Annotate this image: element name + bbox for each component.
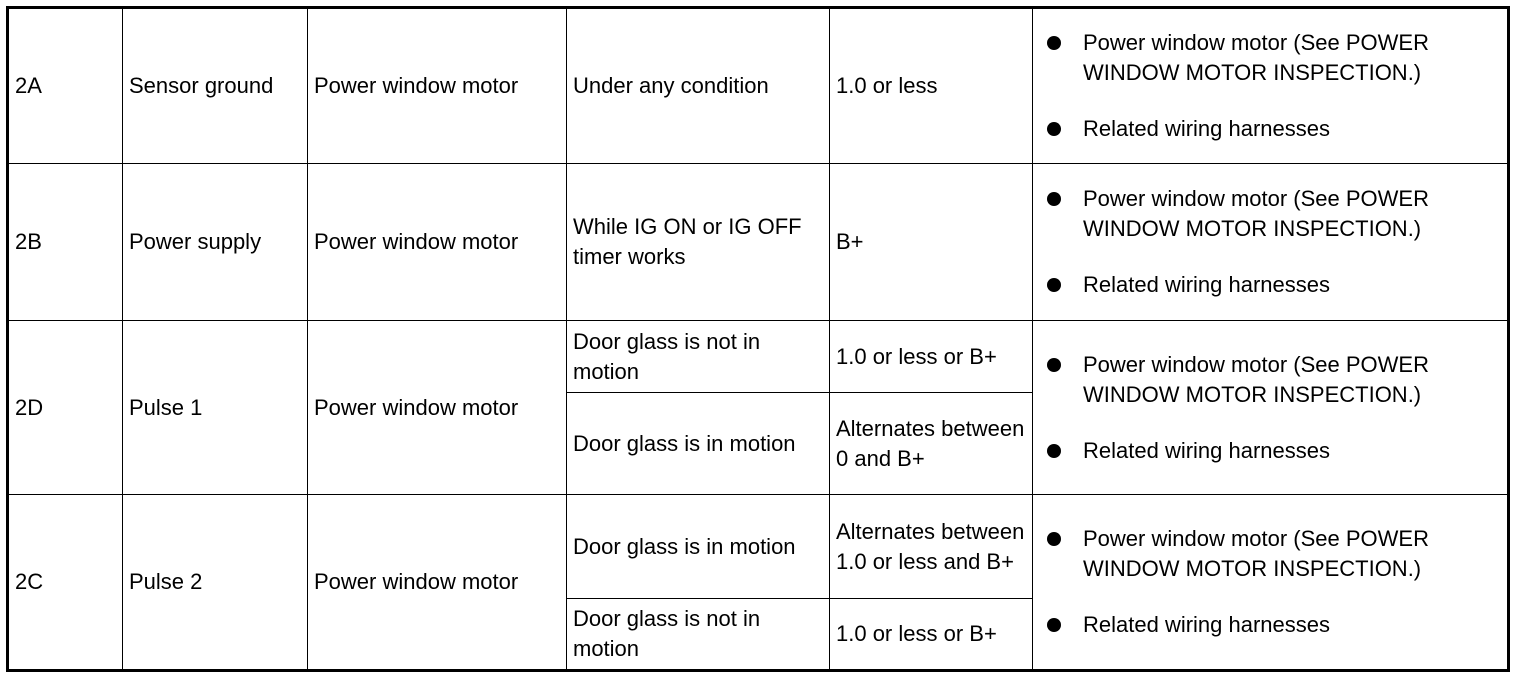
list-item: Power window motor (See POWER WINDOW MOTOR INSPECTION.) bbox=[1083, 350, 1501, 410]
terminal-cell: 2A bbox=[8, 8, 123, 164]
connected-to-cell: Power window motor bbox=[308, 164, 567, 321]
voltage-cell: 1.0 or less or B+ bbox=[830, 321, 1033, 393]
action-cell bbox=[1033, 164, 1509, 321]
connected-to-cell: Power window motor bbox=[308, 8, 567, 164]
condition-cell: Under any condition bbox=[567, 8, 830, 164]
signal-cell: Pulse 2 bbox=[123, 495, 308, 671]
voltage-cell: Alternates between 0 and B+ bbox=[830, 393, 1033, 495]
action-list bbox=[1039, 28, 1501, 144]
condition-cell: Door glass is not in motion bbox=[567, 599, 830, 671]
action-cell bbox=[1033, 8, 1509, 164]
list-item: Related wiring harnesses bbox=[1083, 270, 1501, 300]
terminal-cell: 2B bbox=[8, 164, 123, 321]
voltage-cell: B+ bbox=[830, 164, 1033, 321]
table-row bbox=[8, 495, 1509, 599]
list-item: Related wiring harnesses bbox=[1083, 610, 1501, 640]
voltage-cell: Alternates between 1.0 or less and B+ bbox=[830, 495, 1033, 599]
voltage-cell: 1.0 or less bbox=[830, 8, 1033, 164]
list-item: Power window motor (See POWER WINDOW MOTOR INSPECTION.) bbox=[1083, 28, 1501, 88]
terminal-inspection-table bbox=[6, 6, 1510, 672]
terminal-cell: 2D bbox=[8, 321, 123, 495]
signal-cell: Power supply bbox=[123, 164, 308, 321]
list-item: Related wiring harnesses bbox=[1083, 436, 1501, 466]
action-cell bbox=[1033, 495, 1509, 671]
action-list bbox=[1039, 184, 1501, 300]
condition-cell: While IG ON or IG OFF timer works bbox=[567, 164, 830, 321]
list-item: Power window motor (See POWER WINDOW MOTOR INSPECTION.) bbox=[1083, 184, 1501, 244]
action-cell bbox=[1033, 321, 1509, 495]
action-list bbox=[1039, 524, 1501, 640]
signal-cell: Sensor ground bbox=[123, 8, 308, 164]
voltage-cell: 1.0 or less or B+ bbox=[830, 599, 1033, 671]
condition-cell: Door glass is in motion bbox=[567, 495, 830, 599]
connected-to-cell: Power window motor bbox=[308, 321, 567, 495]
terminal-cell: 2C bbox=[8, 495, 123, 671]
table-row bbox=[8, 8, 1509, 164]
table-row bbox=[8, 321, 1509, 393]
table-row bbox=[8, 164, 1509, 321]
action-list bbox=[1039, 350, 1501, 466]
list-item: Related wiring harnesses bbox=[1083, 114, 1501, 144]
list-item: Power window motor (See POWER WINDOW MOTOR INSPECTION.) bbox=[1083, 524, 1501, 584]
connected-to-cell: Power window motor bbox=[308, 495, 567, 671]
condition-cell: Door glass is not in motion bbox=[567, 321, 830, 393]
condition-cell: Door glass is in motion bbox=[567, 393, 830, 495]
signal-cell: Pulse 1 bbox=[123, 321, 308, 495]
